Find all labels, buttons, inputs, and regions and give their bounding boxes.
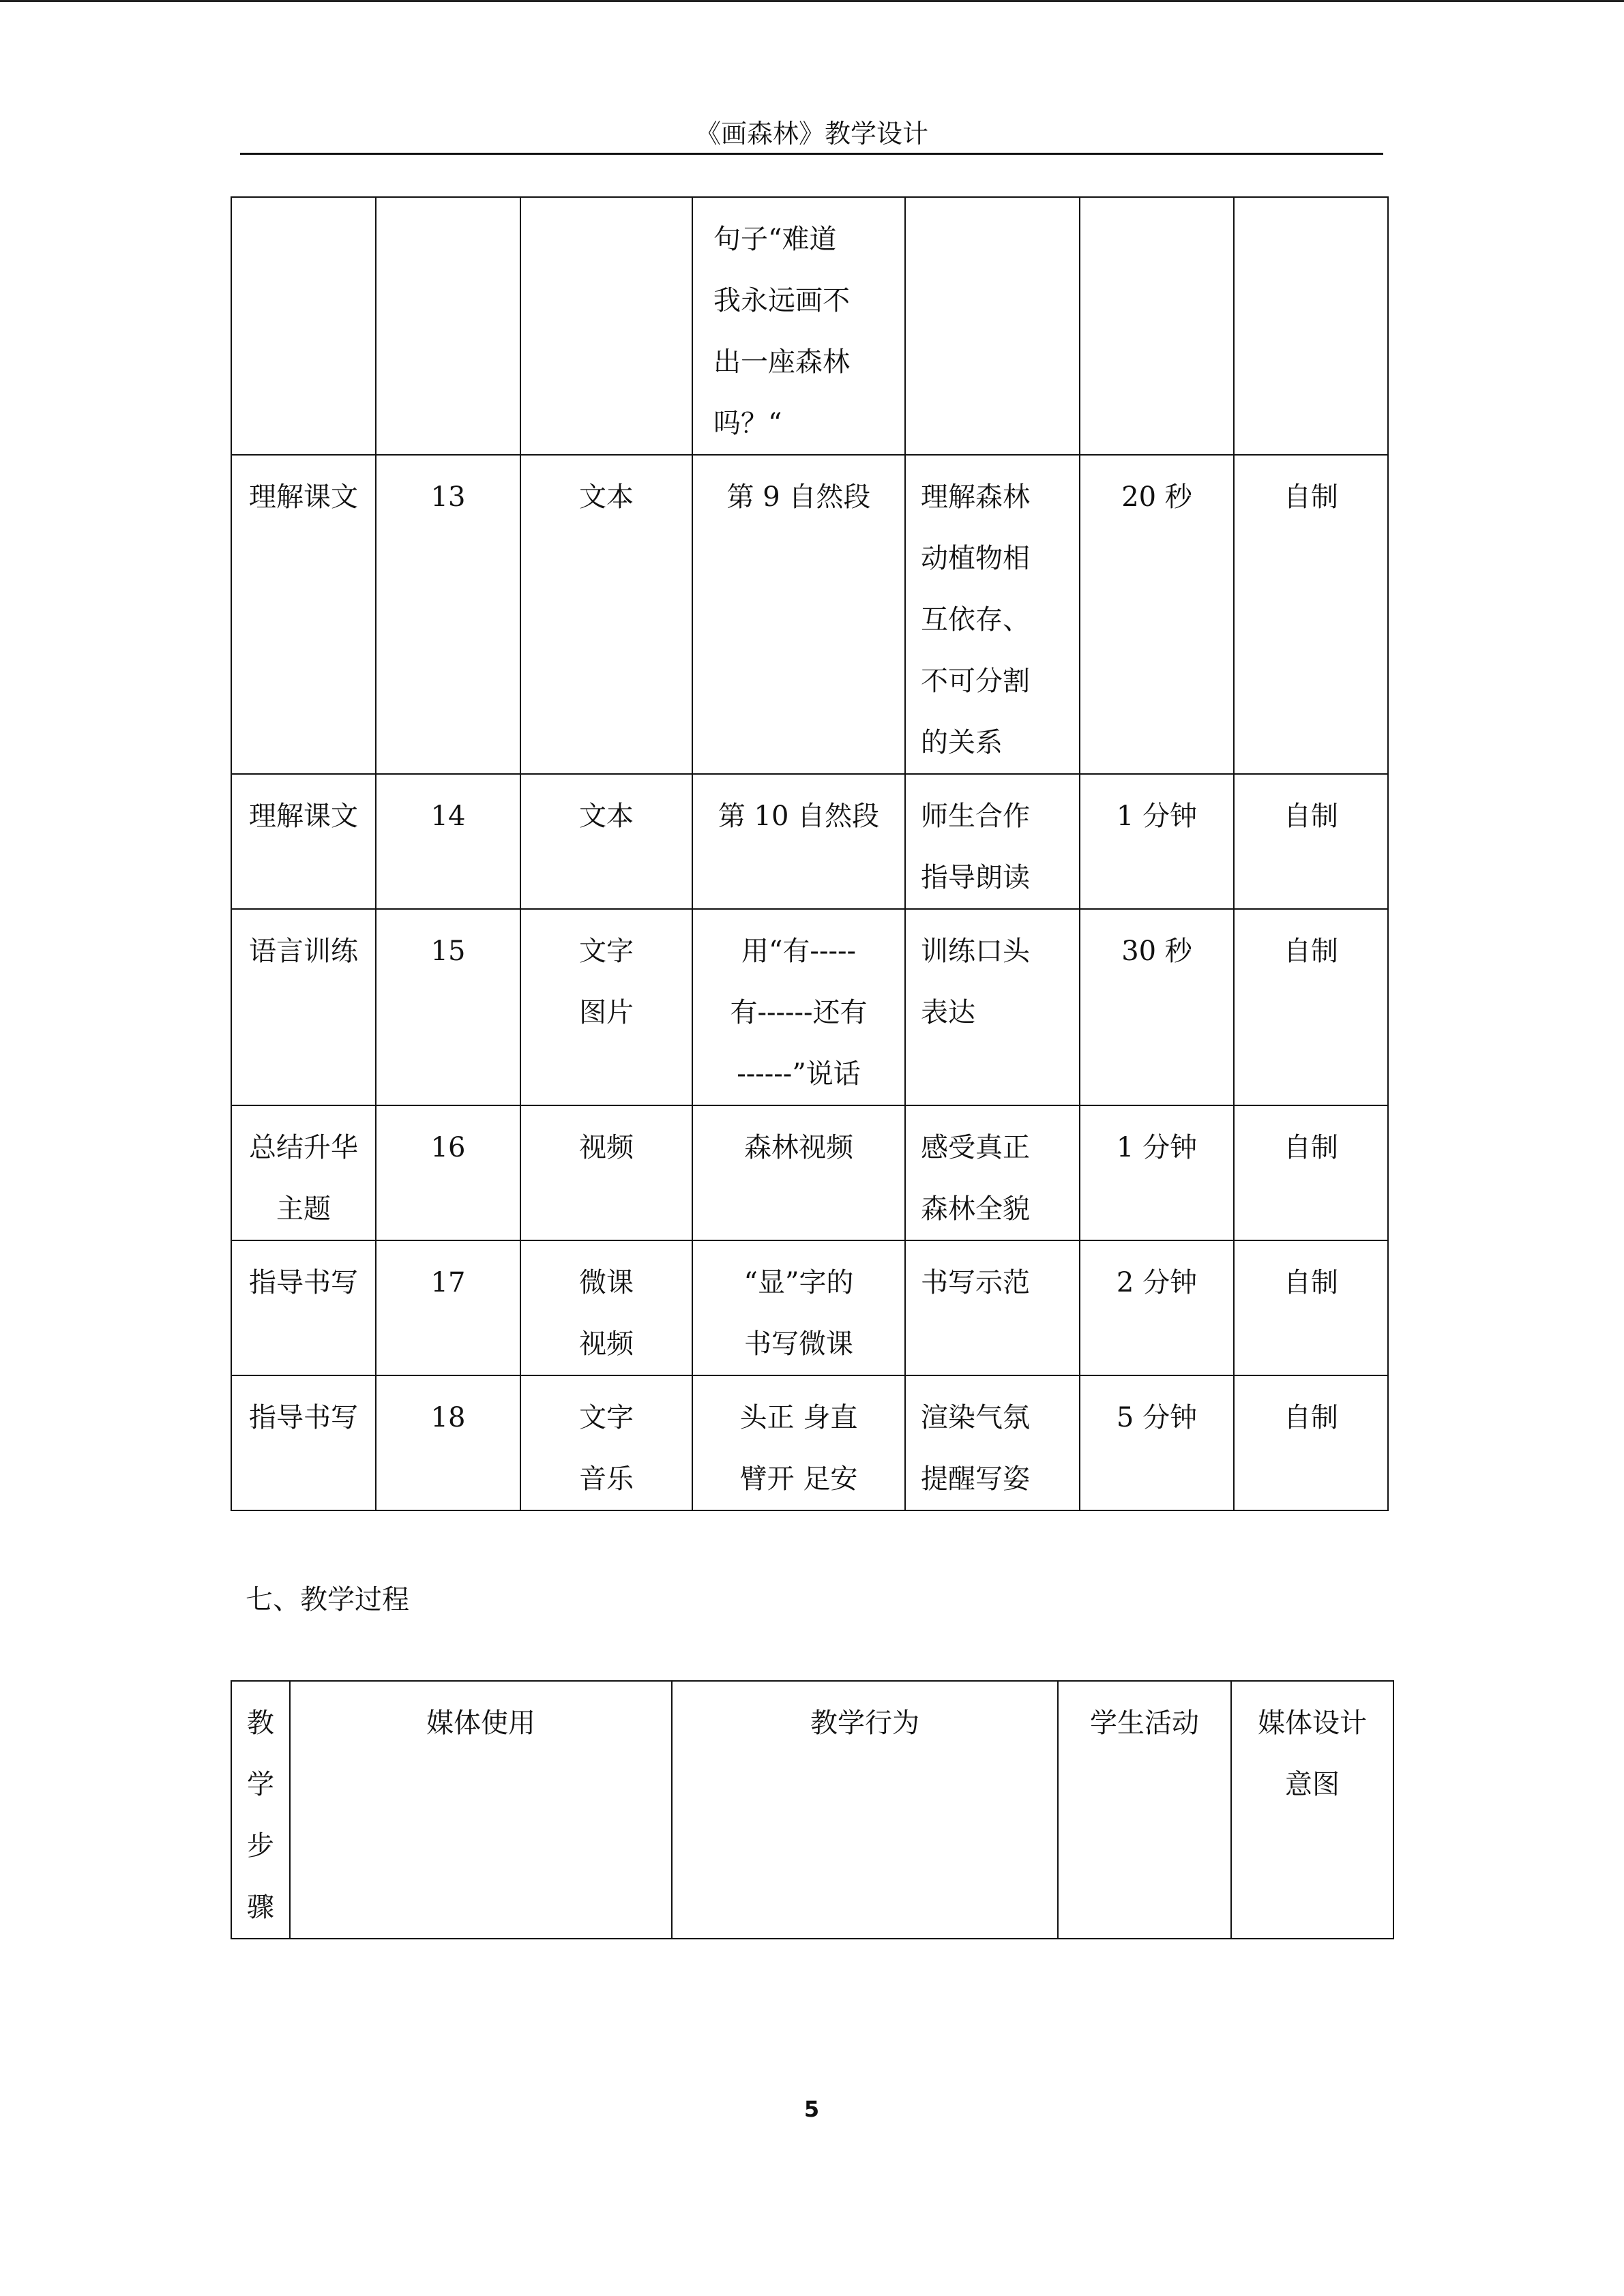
page-top-border <box>0 0 1624 2</box>
page-number: 5 <box>803 2096 820 2122</box>
table-row <box>231 774 1388 909</box>
type-cell: 文字 音乐 <box>579 1402 634 1495</box>
duration-cell: 1 分钟 <box>1116 801 1198 832</box>
content-cell: 句子“难道 我永远画不 出一座森林 吗？“ <box>713 224 850 439</box>
table-row <box>231 197 1388 455</box>
number-cell <box>377 198 520 209</box>
table-header-row <box>231 1681 1393 1939</box>
type-cell: 视频 <box>579 1132 634 1163</box>
table-row <box>231 1375 1388 1510</box>
header-student-activity: 学生活动 <box>1090 1708 1199 1739</box>
type-cell: 文本 <box>579 481 634 513</box>
duration-cell: 20 秒 <box>1121 481 1192 513</box>
intent-cell: 理解森林 动植物相 互依存、 不可分割 的关系 <box>921 481 1030 758</box>
type-cell: 微课 视频 <box>579 1267 634 1360</box>
source-cell: 自制 <box>1284 1132 1338 1163</box>
header-media-design-intent: 媒体设计 意图 <box>1258 1708 1367 1800</box>
media-resource-table <box>231 196 1389 1511</box>
purpose-cell: 总结升华 主题 <box>249 1132 358 1225</box>
number-cell: 15 <box>430 936 466 967</box>
source-cell <box>1235 198 1387 209</box>
purpose-cell: 理解课文 <box>249 481 358 513</box>
purpose-cell: 指导书写 <box>249 1402 358 1433</box>
purpose-cell: 理解课文 <box>249 801 358 832</box>
number-cell: 17 <box>430 1267 466 1298</box>
duration-cell: 5 分钟 <box>1116 1402 1198 1433</box>
purpose-cell: 语言训练 <box>249 936 358 967</box>
number-cell: 14 <box>430 801 466 832</box>
source-cell: 自制 <box>1284 936 1338 967</box>
duration-cell <box>1080 198 1233 209</box>
content-cell: 第 10 自然段 <box>718 801 880 832</box>
table-row <box>231 455 1388 774</box>
intent-cell: 训练口头 表达 <box>921 936 1030 1028</box>
content-cell: 第 9 自然段 <box>726 481 871 513</box>
content-cell: “显”字的 书写微课 <box>743 1267 854 1360</box>
header-teaching-behavior: 教学行为 <box>810 1708 919 1739</box>
duration-cell: 1 分钟 <box>1116 1132 1198 1163</box>
header-media-use: 媒体使用 <box>426 1708 535 1739</box>
purpose-cell: 指导书写 <box>249 1267 358 1298</box>
source-cell: 自制 <box>1284 801 1338 832</box>
content-cell: 用“有----- 有------还有 ------”说话 <box>730 936 868 1090</box>
purpose-cell <box>232 198 375 209</box>
number-cell: 16 <box>430 1132 466 1163</box>
intent-cell: 渲染气氛 提醒写姿 <box>921 1402 1030 1495</box>
table-row <box>231 1240 1388 1375</box>
page-header-title: 《画森林》教学设计 <box>694 119 928 149</box>
type-cell: 文字 图片 <box>579 936 634 1028</box>
header-divider <box>240 153 1383 155</box>
content-cell: 森林视频 <box>744 1132 853 1163</box>
teaching-process-table <box>231 1680 1394 1939</box>
header-teaching-step: 教 学 步 骤 <box>247 1708 274 1923</box>
table-row <box>231 1105 1388 1240</box>
intent-cell: 师生合作 指导朗读 <box>921 801 1030 893</box>
content-cell: 头正 身直 臂开 足安 <box>739 1402 858 1495</box>
source-cell: 自制 <box>1284 481 1338 513</box>
number-cell: 18 <box>430 1402 466 1433</box>
intent-cell: 书写示范 <box>921 1267 1030 1298</box>
intent-cell: 感受真正 森林全貌 <box>921 1132 1030 1225</box>
intent-cell <box>906 198 1079 209</box>
duration-cell: 30 秒 <box>1121 936 1192 967</box>
number-cell: 13 <box>430 481 466 513</box>
table-row <box>231 909 1388 1105</box>
section-heading-teaching-process: 七、教学过程 <box>246 1584 409 1615</box>
duration-cell: 2 分钟 <box>1116 1267 1198 1298</box>
source-cell: 自制 <box>1284 1402 1338 1433</box>
type-cell: 文本 <box>579 801 634 832</box>
source-cell: 自制 <box>1284 1267 1338 1298</box>
type-cell <box>521 198 692 209</box>
